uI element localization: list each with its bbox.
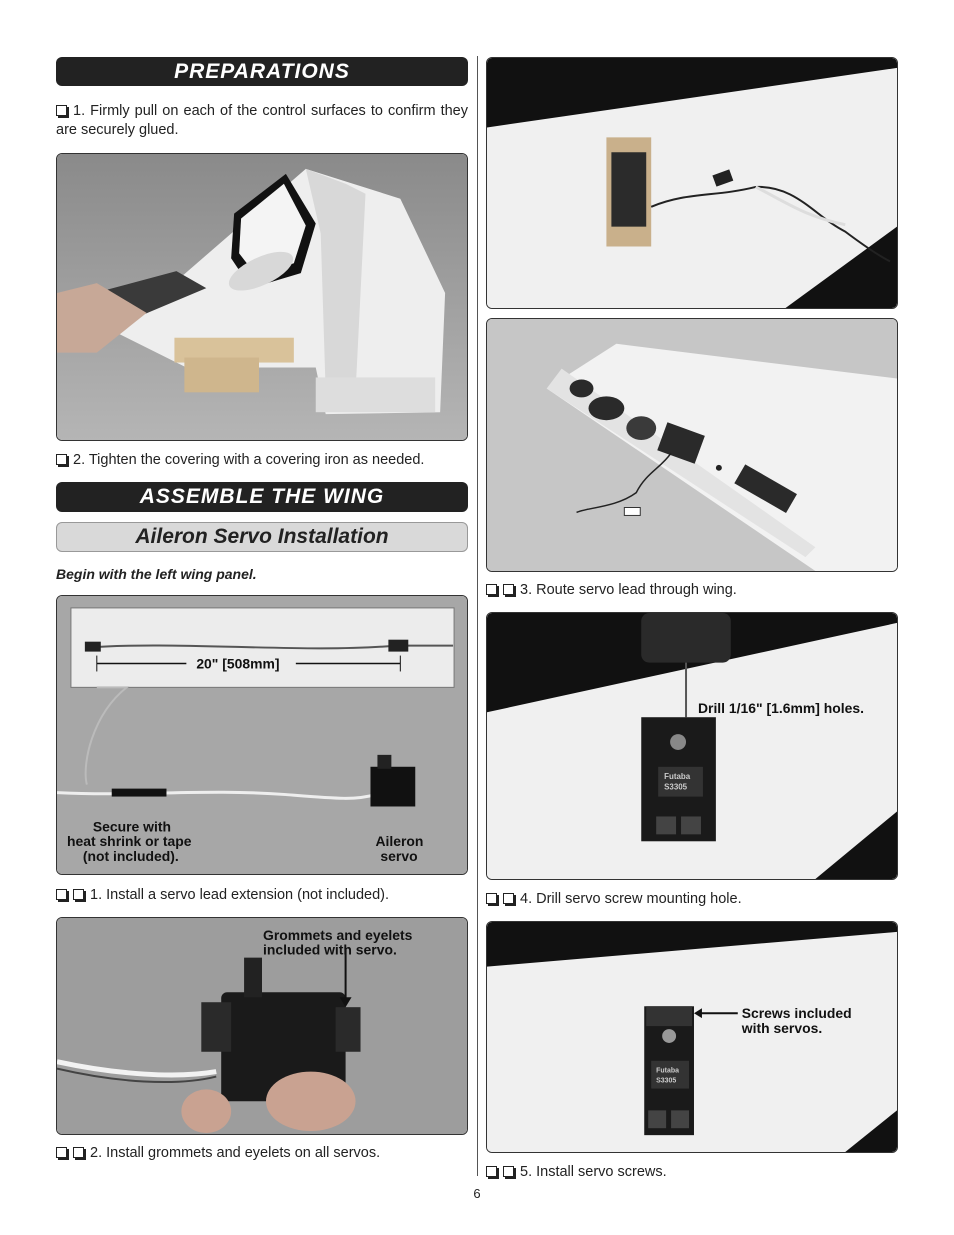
checkbox-icon[interactable]	[56, 454, 67, 465]
photo-servo-screws	[486, 921, 898, 1153]
right-step-4: 4. Drill servo screw mounting hole.	[486, 890, 898, 909]
intro-text: Begin with the left wing panel.	[56, 566, 257, 582]
checkbox-icon[interactable]	[486, 584, 497, 595]
aileron-step-1: 1. Install a servo lead extension (not included).	[56, 886, 468, 905]
servo-brand-label-2: Futaba	[656, 1067, 679, 1075]
column-divider	[477, 56, 478, 1176]
grommets-label-2: included with servo.	[262, 941, 397, 958]
screws-label-2: with servos.	[741, 1020, 823, 1037]
aileron-servo-label-1: Aileron	[375, 833, 424, 850]
aileron-step-2: 2. Install grommets and eyelets on all servos.	[56, 1144, 468, 1163]
secure-label-1: Secure with	[92, 818, 171, 835]
preparations-heading-text: PREPARATIONS	[174, 59, 350, 83]
photo-drill-holes	[486, 612, 898, 880]
servo-model-label: S3305	[664, 782, 688, 792]
photo-covering-iron	[56, 153, 468, 441]
checkbox-icon[interactable]	[503, 893, 514, 904]
servo-brand-label: Futaba	[664, 771, 691, 781]
assemble-heading	[56, 482, 468, 512]
aileron-subheading	[56, 522, 468, 552]
checkbox-icon[interactable]	[56, 1147, 67, 1158]
assemble-heading-text: ASSEMBLE THE WING	[139, 485, 385, 508]
photo-servo-opening	[486, 57, 898, 309]
screws-label-1: Screws included	[741, 1005, 852, 1022]
grommets-label-1: Grommets and eyelets	[262, 926, 413, 943]
checkbox-icon[interactable]	[503, 1166, 514, 1177]
checkbox-icon[interactable]	[73, 889, 84, 900]
preparations-heading	[56, 57, 468, 86]
aileron-subheading-text: Aileron Servo Installation	[135, 525, 389, 548]
secure-label-3: (not included).	[82, 848, 179, 865]
checkbox-icon[interactable]	[486, 893, 497, 904]
photo-wing-root	[486, 318, 898, 572]
checkbox-icon[interactable]	[56, 889, 67, 900]
photo-servo-extension	[56, 595, 468, 875]
prep-step-1: 1. Firmly pull on each of the control surfaces to confirm they are securely glued.	[56, 103, 468, 138]
prep-step-2: 2. Tighten the covering with a covering iron as needed.	[56, 451, 468, 470]
checkbox-icon[interactable]	[503, 584, 514, 595]
checkbox-icon[interactable]	[56, 105, 67, 116]
right-step-3: 3. Route servo lead through wing.	[486, 581, 898, 600]
photo-grommets	[56, 917, 468, 1135]
extension-length-label: 20" [508mm]	[196, 655, 280, 672]
secure-label-2: heat shrink or tape	[66, 833, 192, 850]
drill-label: Drill 1/16" [1.6mm] holes.	[697, 700, 865, 717]
checkbox-icon[interactable]	[73, 1147, 84, 1158]
servo-model-label-2: S3305	[656, 1077, 677, 1085]
right-step-5: 5. Install servo screws.	[486, 1163, 898, 1182]
checkbox-icon[interactable]	[486, 1166, 497, 1177]
page-number: 6	[473, 1186, 481, 1201]
aileron-servo-label-2: servo	[380, 848, 418, 865]
